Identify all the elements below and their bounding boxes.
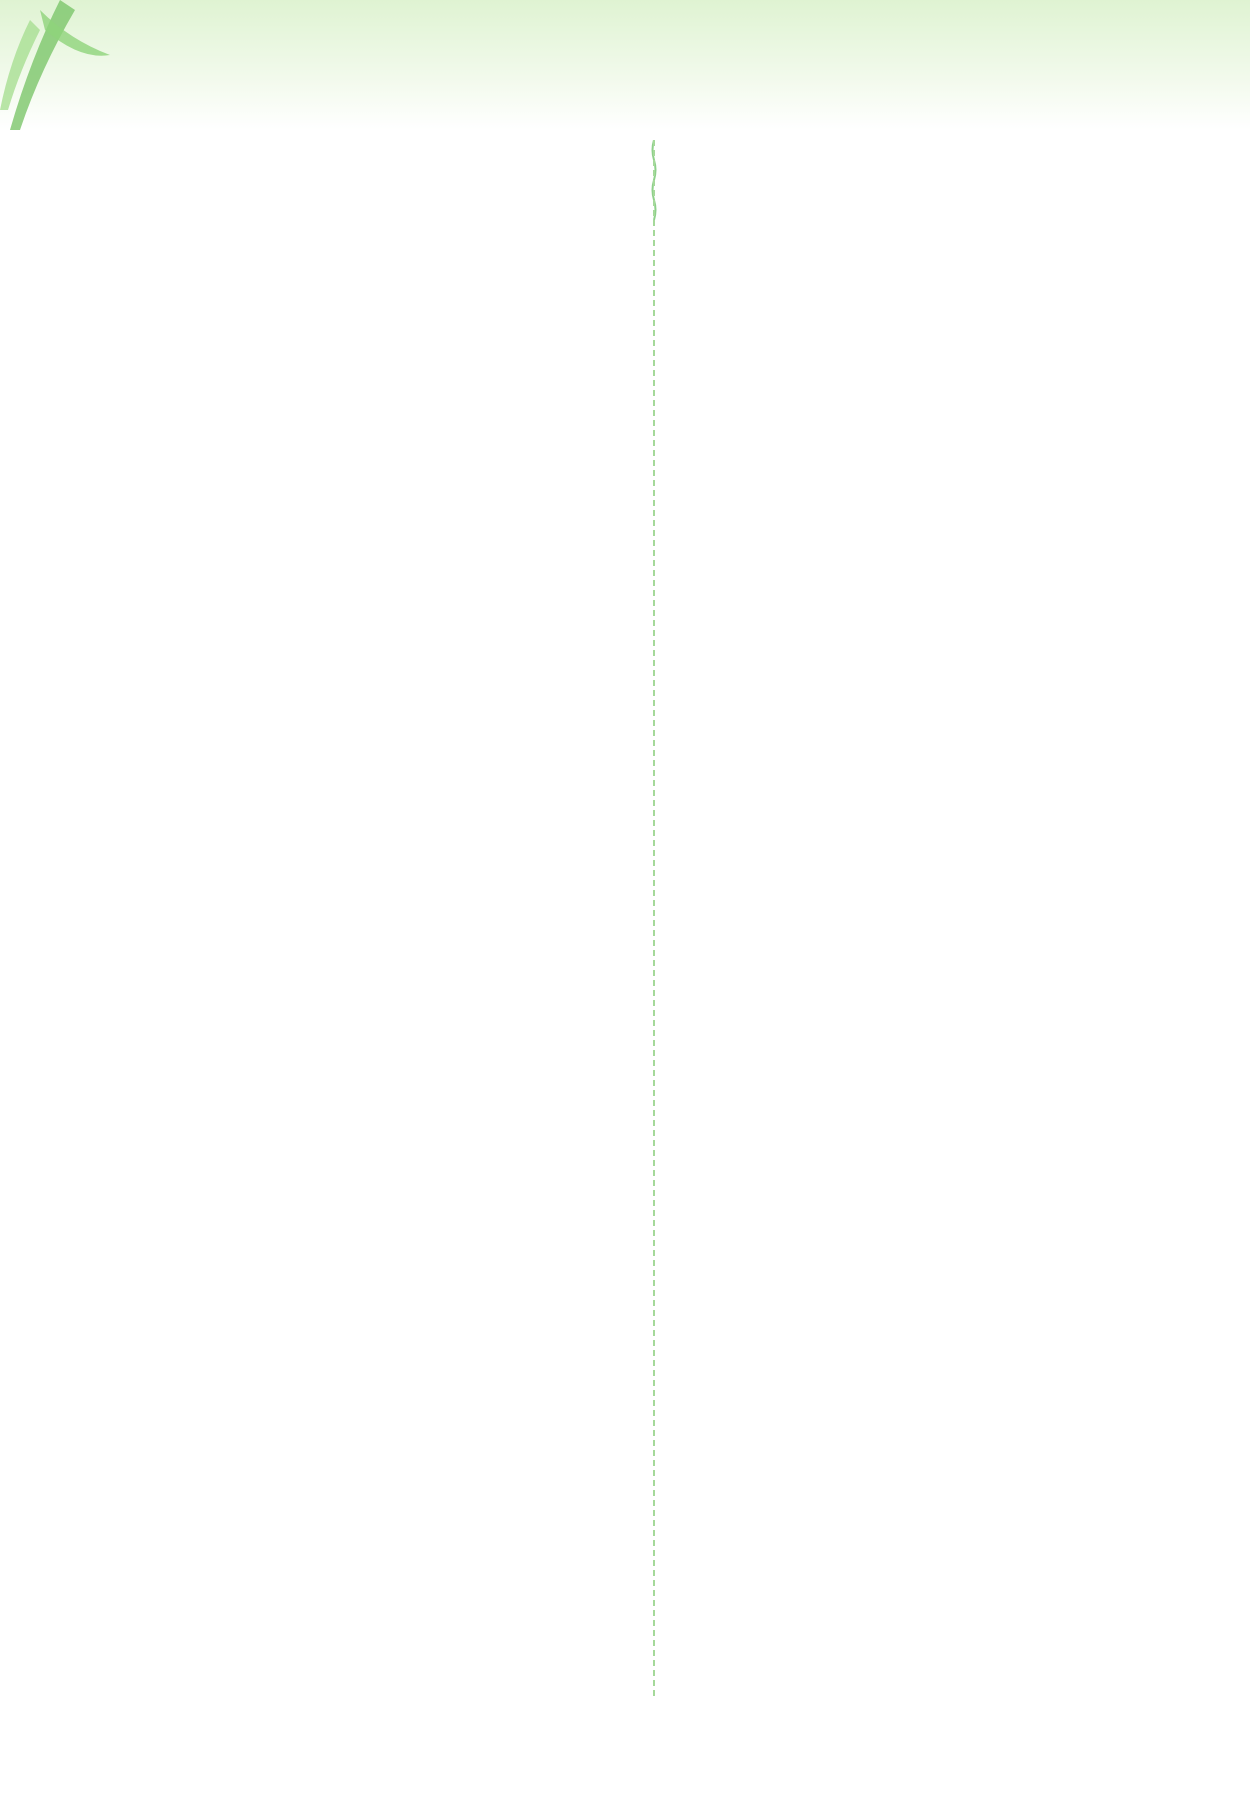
palm-leaf-icon	[0, 0, 150, 130]
header-banner	[0, 0, 1250, 130]
chart-container	[148, 536, 638, 736]
right-column	[675, 140, 1175, 768]
chart-weight-bar	[148, 328, 628, 523]
chart-rope-double-bar	[675, 138, 1155, 328]
column-divider	[651, 140, 657, 1700]
chart-score-bar	[162, 150, 622, 328]
chart-score-line	[190, 536, 630, 736]
chart-height-bar	[675, 534, 1155, 764]
header-text	[160, 76, 264, 102]
left-column	[148, 140, 638, 742]
chart-ex4-bar	[675, 341, 1155, 521]
chart-container	[148, 150, 638, 328]
